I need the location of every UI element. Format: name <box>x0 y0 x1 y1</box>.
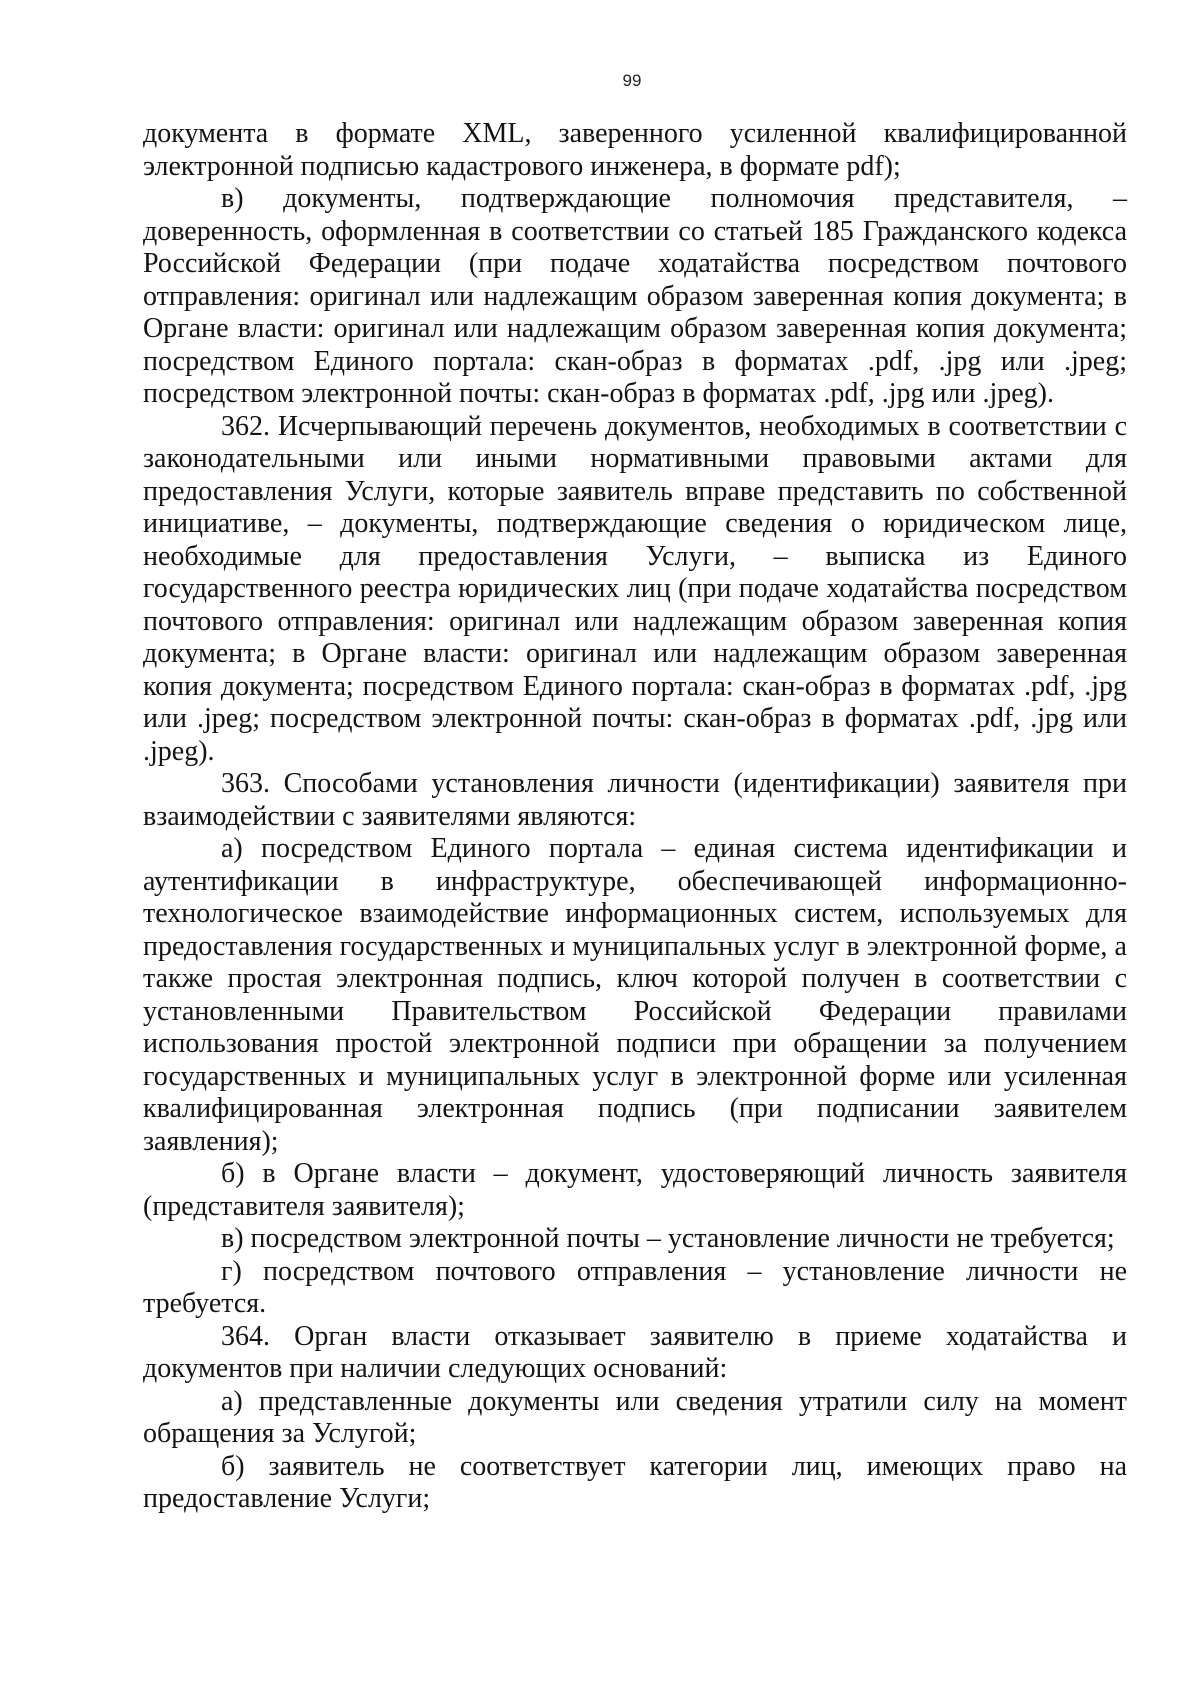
paragraph-364: 364. Орган власти отказывает заявителю в приеме ходатайства и документов при наличии следующих оснований: <box>143 1320 1127 1384</box>
paragraph-363-item-g: г) посредством почтового отправления – установление личности не требуется. <box>143 1255 1127 1319</box>
paragraph-363-item-a: а) посредством Единого портала – единая система идентификации и аутентификации в инфраструктуре, обеспечивающей информационно-технологическое взаимодействие информационных систем, используемых для предоставления государственных и муниципальных услуг в электронной форме, а также простая электронная подпись, ключ которой получен в соответствии с установленными Правительством Российской Федерации правилами использования простой электронной подписи при обращении за получением государственных и муниципальных услуг в электронной форме или усиленная квалифицированная электронная подпись (при подписании заявителем заявления); <box>143 833 1127 1157</box>
paragraph-363: 363. Способами установления личности (идентификации) заявителя при взаимодействии с заявителями являются: <box>143 768 1127 832</box>
paragraph-364-item-b: б) заявитель не соответствует категории лиц, имеющих право на предоставление Услуги; <box>143 1450 1127 1514</box>
paragraph-363-item-v: в) посредством электронной почты – установление личности не требуется; <box>221 1223 1115 1254</box>
paragraph-362: 362. Исчерпывающий перечень документов, необходимых в соответствии с законодательными или иными нормативными правовыми актами для предоставления Услуги, которые заявитель вправе представить по собственной инициативе, – документы, подтверждающие сведения о юридическом лице, необходимые для предоставления Услуги, – выписка из Единого государственного реестра юридических лиц (при подаче ходатайства посредством почтового отправления: оригинал или надлежащим образом заверенная копия документа; в Органе власти: оригинал или надлежащим образом заверенная копия документа; посредством Единого портала: скан-образ в форматах .pdf, .jpg или .jpeg; посредством электронной почты: скан-образ в форматах .pdf, .jpg или .jpeg). <box>143 410 1127 767</box>
paragraph-continuation: документа в формате XML, заверенного усиленной квалифицированной электронной подписью кадастрового инженера, в формате pdf); <box>143 118 1127 182</box>
paragraph-364-item-a: а) представленные документы или сведения утратили силу на момент обращения за Услугой; <box>143 1385 1127 1449</box>
paragraph-item-v-representative-documents: в) документы, подтверждающие полномочия представителя, – доверенность, оформленная в соответствии со статьей 185 Гражданского кодекса Российской Федерации (при подаче ходатайства посредством почтового отправления: оригинал или надлежащим образом заверенная копия документа; в Органе власти: оригинал или надлежащим образом заверенная копия документа; посредством Единого портала: скан-образ в форматах .pdf, .jpg или .jpeg; посредством электронной почты: скан-образ в форматах .pdf, .jpg или .jpeg). <box>143 183 1127 409</box>
page-number: 99 <box>622 71 642 90</box>
document-body <box>143 118 1127 1516</box>
paragraph-363-item-b: б) в Органе власти – документ, удостоверяющий личность заявителя (представителя заявителя); <box>143 1158 1127 1222</box>
